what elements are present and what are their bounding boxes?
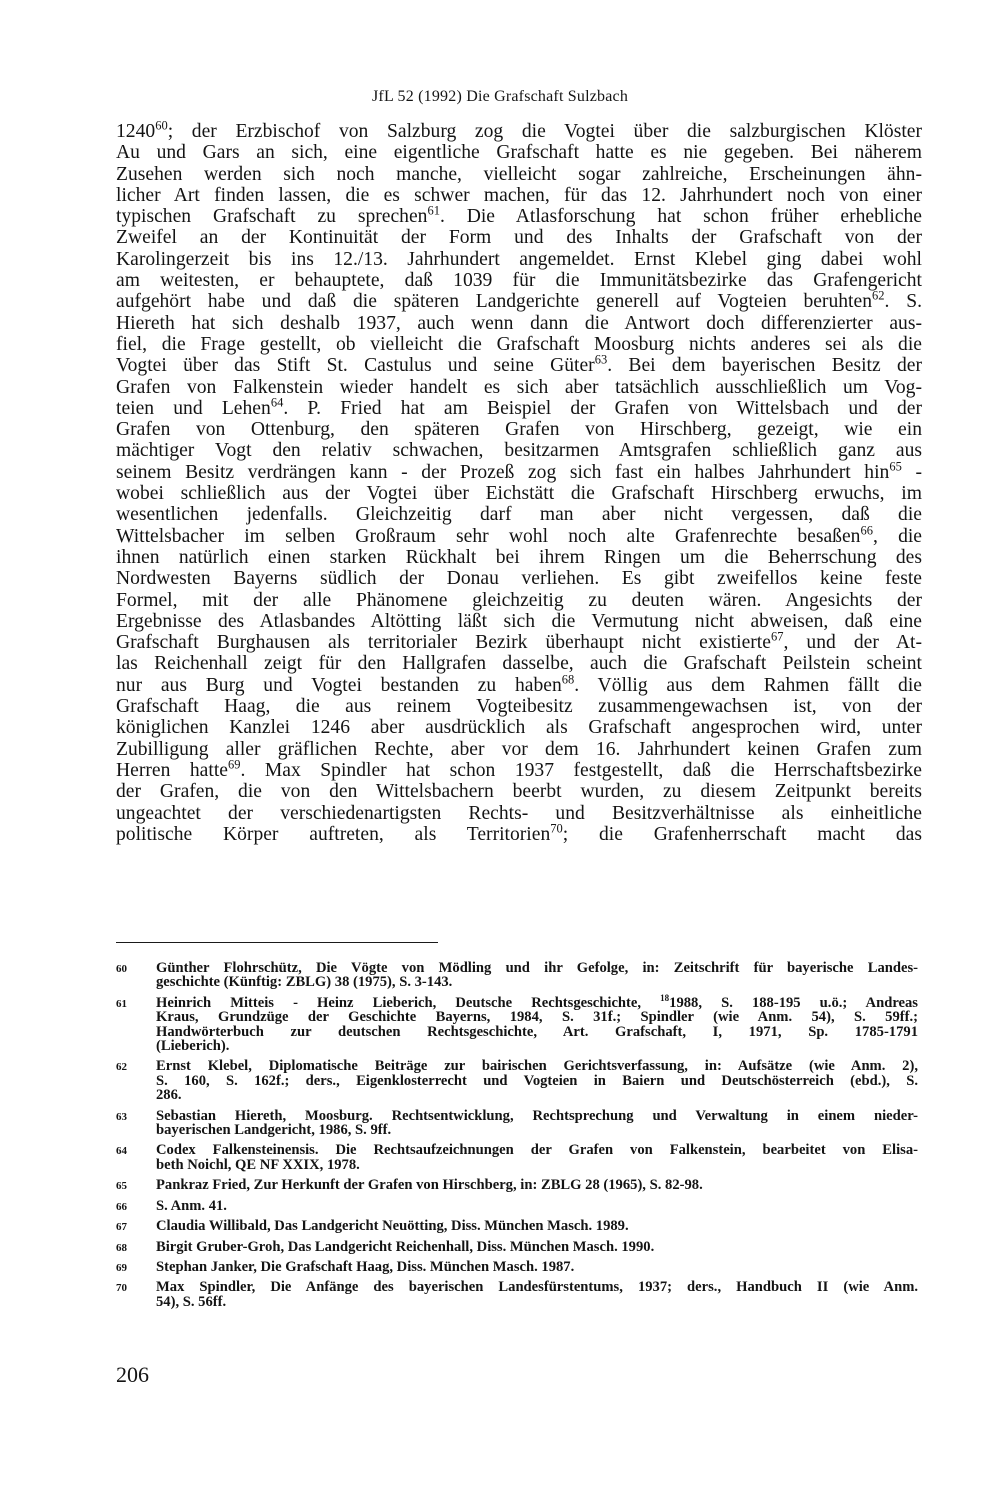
footnote (116, 1059, 922, 1102)
line-text: Grafen von Falkenstein wieder handelt es sich aber tatsächlich ausschließlich um Vog- (116, 376, 922, 398)
line-text: . Bei dem bayerischen Besitz der (607, 355, 922, 377)
text-line (116, 270, 922, 291)
line-text: las Reichenhall zeigt für den Hallgrafen dasselbe, auch die Grafschaft Peilstein scheint (116, 653, 922, 675)
text-line (116, 227, 922, 248)
footnote-text (156, 1143, 918, 1172)
footnote-reference: 67 (770, 629, 784, 644)
text-line (116, 547, 922, 568)
footnote-line (156, 1295, 918, 1309)
footnote-reference: 64 (270, 395, 284, 410)
footnote (116, 1178, 922, 1192)
footnote-number: 60 (116, 963, 127, 975)
footnote (116, 1199, 922, 1213)
footnote (116, 1240, 922, 1254)
footnote-number: 63 (116, 1110, 127, 1123)
line-text: Sebastian Hiereth, Moosburg. Rechtsentwicklung, Rechtsprechung und Verwaltung in einem nieder- (156, 1107, 918, 1124)
text-line (116, 821, 922, 845)
footnote-line (156, 1088, 918, 1102)
footnote-line (156, 1109, 918, 1123)
line-text: Codex Falkensteinensis. Die Rechtsaufzeichnungen der Grafen von Falkenstein, bearbeitet von Elisa- (156, 1142, 918, 1159)
footnote-line (156, 1178, 918, 1192)
line-text: Vogtei über das Stift St. Castulus und seine Güter (116, 355, 595, 377)
line-text: Formel, mit der alle Phänomene gleichzeitig zu deuten wären. Angesichts der (116, 589, 922, 611)
line-text: Grafschaft Burghausen als territorialer Bezirk überhaupt nicht existierte (116, 632, 771, 654)
footnote-text (156, 961, 918, 990)
text-line (116, 629, 923, 654)
text-line (116, 249, 922, 270)
footnote-number: 70 (116, 1282, 127, 1295)
line-text: Claudia Willibald, Das Landgericht Neuötting, Diss. München Masch. 1989. (156, 1218, 629, 1235)
text-line (116, 611, 922, 632)
line-text: . P. Fried hat am Beispiel der Grafen von Wittelsbach und der (283, 397, 922, 419)
text-line (116, 590, 922, 611)
footnote-line (156, 1219, 918, 1233)
line-text: Zweifel an der Kontinuität der Form und des Inhalts der Grafschaft von der (116, 227, 922, 249)
line-text: teien und Lehen (116, 397, 271, 419)
footnote-reference: 18 (660, 992, 670, 1003)
line-text: 1240 (116, 121, 156, 142)
footnote (116, 1143, 922, 1172)
text-line (116, 377, 922, 398)
line-text: , und der At- (783, 632, 923, 654)
footnote-reference: 63 (594, 352, 608, 367)
line-text: königlichen Kanzlei 1246 aber ausdrücklich als Grafschaft angesprochen wird, unter (116, 717, 922, 739)
footnote-line (156, 1280, 918, 1294)
text-line (116, 483, 922, 504)
line-text: typischen Grafschaft zu sprechen (116, 206, 428, 228)
text-line (116, 653, 922, 674)
footnote-reference: 62 (872, 288, 885, 303)
footnote-reference: 66 (860, 523, 873, 538)
footnote-line (156, 1260, 918, 1274)
footnote-line (156, 961, 918, 975)
text-line (116, 352, 922, 377)
footnote-text (156, 1260, 918, 1274)
footnote-text (156, 1059, 918, 1102)
line-text: geschichte (Künftig: ZBLG) 38 (1975), S. 3-143. (156, 974, 453, 991)
footnote-text (156, 1219, 918, 1233)
text-line (116, 504, 922, 525)
main-text (116, 118, 923, 845)
page-number: 206 (116, 1362, 149, 1387)
footnote-number: 65 (116, 1180, 127, 1193)
footnote-reference: 69 (227, 757, 241, 772)
footnotes (116, 961, 922, 1315)
text-line (116, 334, 922, 355)
line-text: Wittelsbacher im selben Großraum sehr wohl noch alte Grafenrechte besaßen (116, 525, 861, 547)
footnote-number: 62 (116, 1061, 127, 1074)
footnote-line (156, 975, 918, 989)
text-line (116, 672, 922, 696)
line-text: - (901, 461, 922, 483)
text-line (116, 185, 922, 206)
footnote (116, 961, 922, 990)
footnote-reference: 68 (561, 672, 575, 687)
line-text: ungeachtet der verschiedenartigsten Rechts- und Besitzverhältnisse als einheitliche (116, 802, 922, 824)
footnote-text (156, 1109, 918, 1138)
line-text: 286. (156, 1087, 182, 1104)
line-text: politische Körper auftreten, als Territorien (116, 823, 551, 845)
text-line (116, 313, 922, 334)
footnote-number: 69 (116, 1261, 127, 1274)
text-line (116, 568, 922, 589)
footnote-number: 68 (116, 1241, 127, 1254)
footnote-line (156, 1158, 918, 1172)
line-text: Stephan Janker, Die Grafschaft Haag, Diss. München Masch. 1987. (156, 1258, 575, 1275)
line-text: aufgehört habe und daß die späteren Landgerichte generell auf Vogteien beruhten (116, 291, 872, 313)
text-line (116, 459, 922, 483)
footnote-line (156, 1039, 918, 1053)
line-text: Ernst Klebel, Diplomatische Beiträge zur bairischen Gerichtsverfassung, in: Aufsätze (wie Anm. 2), (156, 1058, 918, 1075)
text-line (116, 142, 922, 163)
footnote-line (156, 1025, 918, 1039)
text-line (116, 440, 922, 461)
line-text: Au und Gars an sich, eine eigentliche Grafschaft hatte es nie gegeben. Bei näherem (116, 142, 922, 164)
line-text: ; der Erzbischof von Salzburg zog die Vogtei über die salzburgischen Klöster (167, 121, 922, 142)
line-text: Birgit Gruber-Groh, Das Landgericht Reichenhall, Diss. München Masch. 1990. (156, 1238, 655, 1255)
line-text: Zusehen werden sich noch manche, vielleicht sogar zahlreiche, Erscheinungen ähn- (116, 163, 922, 185)
footnote-number: 67 (116, 1221, 127, 1234)
footnote-text (156, 992, 918, 1055)
line-text: Grafschaft Haag, die aus reinem Vogteibesitz zusammengewachsen ist, von der (116, 696, 922, 718)
line-text: S. 160, S. 162f.; ders., Eigenklosterrecht und Vogteien in Baiern und Deutschösterreich (ebd.), S. (156, 1072, 918, 1089)
line-text: . Völlig aus dem Rahmen fällt die (574, 674, 922, 696)
footnote-text (156, 1178, 918, 1192)
running-header: JfL 52 (1992) Die Grafschaft Sulzbach (372, 88, 629, 105)
line-text: nur aus Burg und Vogtei bestanden zu haben (116, 674, 562, 696)
line-text: 1988, S. 188-195 u.ö.; Andreas (669, 994, 918, 1011)
footnote-reference: 65 (889, 459, 902, 474)
line-text: Herren hatte (116, 759, 228, 781)
text-line (116, 717, 922, 738)
footnote-reference: 70 (550, 821, 563, 836)
line-text: Hiereth hat sich deshalb 1937, auch wenn dann die Antwort doch differenzierter aus- (116, 312, 922, 334)
footnote-rule (116, 942, 438, 943)
text-line (116, 395, 922, 419)
text-line (116, 696, 922, 717)
line-text: Ergebnisse des Atlasbandes Altötting läßt sich die Vermutung nicht abweisen, daß eine (116, 610, 922, 632)
line-text: Handwörterbuch zur deutschen Rechtsgeschichte, Art. Grafschaft, I, 1971, Sp. 1785-1791 (156, 1023, 918, 1040)
line-text: fiel, die Frage gestellt, ob vielleicht die Grafschaft Moosburg nichts anderes sei als die (116, 333, 922, 355)
footnote-line (156, 1240, 918, 1254)
line-text: . Die Atlasforschung hat schon früher erhebliche (439, 206, 922, 228)
line-text: Günther Flohrschütz, Die Vögte von Mödling und ihr Gefolge, in: Zeitschrift für bayerische Landes- (156, 960, 918, 976)
line-text: Karolingerzeit bis ins 12./13. Jahrhundert angemeldet. Ernst Klebel ging dabei wohl (116, 248, 922, 270)
line-text: licher Art finden lassen, die es schwer machen, für das 12. Jahrhundert noch von einer (116, 184, 922, 206)
line-text: der Grafen, die von den Wittelsbachern beerbt wurden, zu diesem Zeitpunkt bereits (116, 781, 922, 803)
footnote (116, 992, 922, 1055)
line-text: 54), S. 56ff. (156, 1293, 227, 1310)
footnote (116, 1219, 922, 1233)
line-text: . S. (884, 291, 923, 313)
line-text: ; die Grafenherrschaft macht das (562, 823, 922, 845)
footnote-text (156, 1280, 918, 1309)
text-line (116, 803, 922, 824)
line-text: ihnen natürlich einen starken Rückhalt bei ihrem Ringen um die Beherrschung des (116, 546, 922, 568)
line-text: Zubilligung aller gräflichen Rechte, aber vor dem 16. Jahrhundert keinen Grafen zum (116, 738, 922, 760)
text-line (116, 164, 922, 185)
text-line (116, 288, 923, 313)
footnote-reference: 61 (427, 203, 440, 218)
line-text: . Max Spindler hat schon 1937 festgestellt, daß die Herrschaftsbezirke (240, 759, 922, 781)
text-line (116, 203, 922, 228)
footnote-reference: 60 (155, 118, 168, 133)
line-text: Pankraz Fried, Zur Herkunft der Grafen von Hirschberg, in: ZBLG 28 (1965), S. 82-98. (156, 1177, 703, 1194)
footnote-line (156, 1199, 918, 1213)
text-line (116, 419, 922, 440)
line-text: am weitesten, er behauptete, daß 1039 für die Immunitätsbezirke das Grafengericht (116, 270, 922, 292)
line-text: Max Spindler, Die Anfänge des bayerischen Landesfürstentums, 1937; ders., Handbuch II (wie Anm. (156, 1279, 918, 1296)
line-text: Heinrich Mitteis - Heinz Lieberich, Deutsche Rechtsgeschichte, (156, 994, 661, 1011)
line-text: (Lieberich). (156, 1038, 230, 1055)
footnote (116, 1260, 922, 1274)
footnote-number: 61 (116, 997, 127, 1010)
text-line (116, 757, 922, 781)
line-text: , die (872, 525, 923, 547)
footnote (116, 1280, 922, 1309)
footnote-text (156, 1199, 918, 1213)
footnote-line (156, 1143, 918, 1157)
text-line (116, 523, 923, 547)
footnote-number: 66 (116, 1200, 127, 1213)
line-text: beth Noichl, QE NF XXIX, 1978. (156, 1156, 360, 1173)
footnote-text (156, 1240, 918, 1254)
text-line (116, 781, 922, 802)
line-text: Nordwesten Bayerns südlich der Donau verliehen. Es gibt zweifellos keine feste (116, 568, 922, 590)
text-line (116, 118, 922, 142)
line-text: wesentlichen jedenfalls. Gleichzeitig darf man aber nicht vergessen, daß die (116, 504, 922, 526)
footnote-line (156, 1123, 918, 1137)
line-text: bayerischen Landgericht, 1986, S. 9ff. (156, 1122, 392, 1139)
footnote-line (156, 1074, 918, 1088)
footnote-number: 64 (116, 1145, 127, 1158)
footnote-line (156, 992, 918, 1011)
footnote (116, 1109, 922, 1138)
line-text: Kraus, Grundzüge der Geschichte Bayerns, 1984, S. 31f.; Spindler (wie Anm. 54), S. 59ff.; (156, 1009, 918, 1026)
line-text: mächtiger Vogt den relativ schwachen, besitzarmen Amtsgrafen schließlich ganz aus (116, 440, 922, 462)
footnote-line (156, 1059, 918, 1073)
line-text: wobei schließlich aus der Vogtei über Eichstätt die Grafschaft Hirschberg erwuchs, im (116, 483, 922, 505)
footnote-line (156, 1010, 918, 1024)
line-text: seinem Besitz verdrängen kann - der Prozeß zog sich fast ein halbes Jahrhundert hin (116, 461, 890, 483)
line-text: S. Anm. 41. (156, 1197, 227, 1214)
line-text: Grafen von Ottenburg, den späteren Grafen von Hirschberg, gezeigt, wie ein (116, 419, 922, 441)
